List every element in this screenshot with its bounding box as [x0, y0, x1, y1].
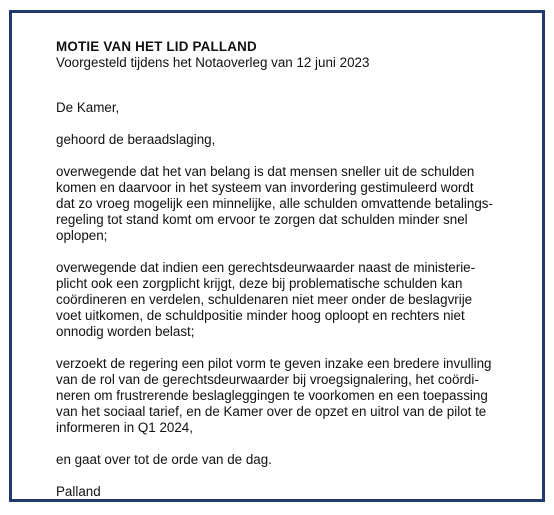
text-line: overwegende dat indien een gerechtsdeurwaarder naast de ministerie- — [56, 260, 476, 275]
text-line: regeling tot stand komt om ervoor te zorgen dat schulden minder snel — [56, 212, 468, 227]
text-line: informeren in Q1 2024, — [56, 420, 193, 435]
text-line: coördineren en verdelen, schuldenaren niet meer onder de beslagvrije — [56, 292, 473, 307]
document-frame — [9, 10, 545, 502]
text-line: oplopen; — [56, 228, 108, 243]
text-line: van het sociaal tarief, en de Kamer over de opzet en uitrol van de pilot te — [56, 404, 487, 419]
text-line: neren om frustrerende beslagleggingen te voorkomen en een toepassing — [56, 388, 488, 403]
paragraph-heard: gehoord de beraadslaging, — [56, 132, 216, 147]
paragraph-requests — [56, 356, 516, 436]
text-line: dat zo vroeg mogelijk een minnelijke, alle schulden omvattende betalings- — [56, 196, 493, 211]
motion-subtitle: Voorgesteld tijdens het Notaoverleg van 12 juni 2023 — [56, 55, 370, 70]
text-line: verzoekt de regering een pilot vorm te geven inzake een bredere invulling — [56, 356, 492, 371]
paragraph-considering-1 — [56, 164, 516, 244]
text-line: van de rol van de gerechtsdeurwaarder bij vroegsignalering, het coördi- — [56, 372, 479, 387]
motion-title: MOTIE VAN HET LID PALLAND — [56, 39, 257, 54]
motion-document — [56, 39, 516, 500]
text-line: overwegende dat het van belang is dat mensen sneller uit de schulden — [56, 164, 475, 179]
signature: Palland — [56, 484, 101, 499]
text-line: komen en daarvoor in het systeem van invordering gestimuleerd wordt — [56, 180, 474, 195]
paragraph-considering-2 — [56, 260, 516, 340]
paragraph-closing: en gaat over tot de orde van de dag. — [56, 452, 272, 467]
text-line: voet uitkomen, de schuldpositie minder hoog oploopt en rechters niet — [56, 308, 465, 323]
text-line: onnodig worden belast; — [56, 324, 195, 339]
text-line: plicht ook een zorgplicht krijgt, deze bij problematische schulden kan — [56, 276, 463, 291]
salutation: De Kamer, — [56, 100, 120, 115]
